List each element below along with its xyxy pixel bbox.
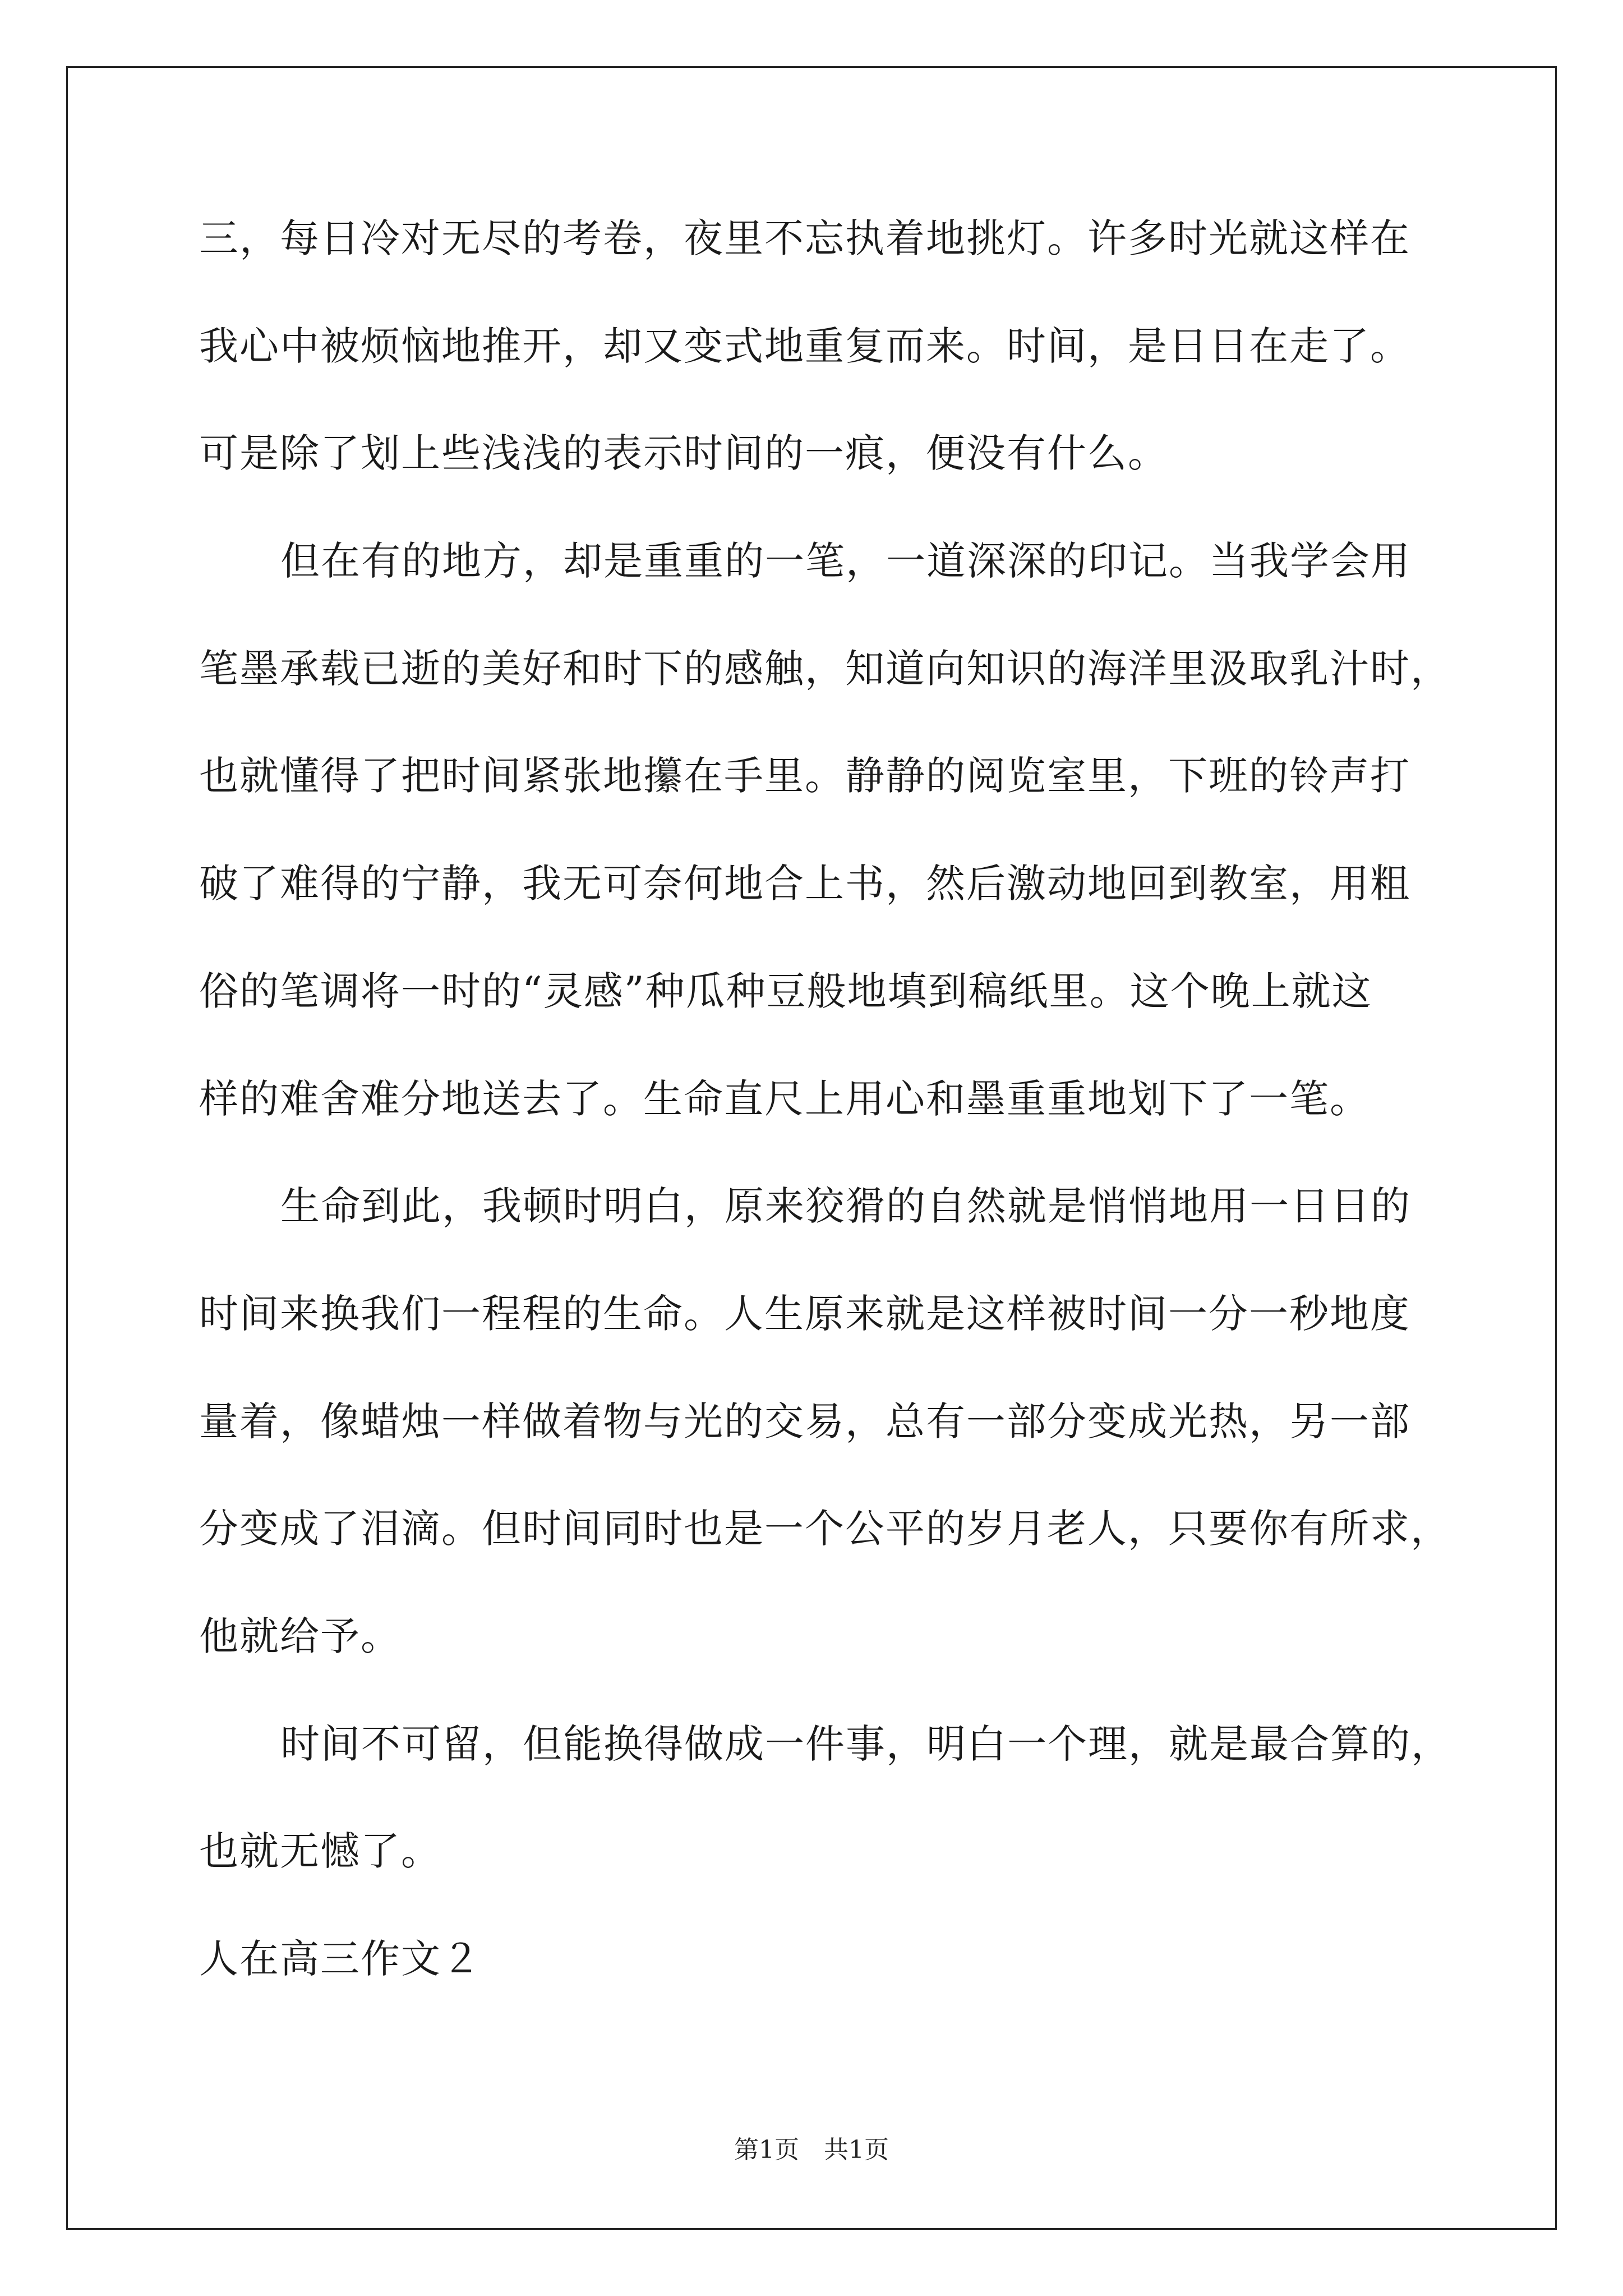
text-line: 量着，像蜡烛一样做着物与光的交易，总有一部分变成光热，另一部 (199, 1398, 1410, 1444)
paragraph-start-line: 生命到此，我顿时明白，原来狡猾的自然就是悄悄地用一日日的 (280, 1183, 1411, 1230)
text-line: 分变成了泪滴。但时间同时也是一个公平的岁月老人，只要你有所求， (199, 1506, 1451, 1552)
text-line: 三，每日冷对无尽的考卷，夜里不忘执着地挑灯。许多时光就这样在 (199, 215, 1410, 261)
text-line: 他就给予。 (199, 1613, 401, 1659)
text-line: 样的难舍难分地送去了。生命直尺上用心和墨重重地划下了一笔。 (199, 1075, 1370, 1122)
text-line: 时间来换我们一程程的生命。人生原来就是这样被时间一分一秒地度 (199, 1290, 1410, 1337)
text-line: 我心中被烦恼地推开，却又变式地重复而来。时间，是日日在走了。 (199, 323, 1410, 369)
text-line: 笔墨承载已逝的美好和时下的感触，知道向知识的海洋里汲取乳汁时， (199, 645, 1451, 692)
document-body (199, 215, 1467, 2047)
page-number-footer: 第1页 共1页 (734, 2136, 889, 2164)
text-line: 可是除了划上些浅浅的表示时间的一痕，便没有什么。 (199, 430, 1168, 477)
text-line: 破了难得的宁静，我无可奈何地合上书，然后激动地回到教室，用粗 (199, 861, 1410, 907)
section-heading: 人在高三作文２ (199, 1936, 482, 1982)
text-line: 俗的笔调将一时的“灵感”种瓜种豆般地填到稿纸里。这个晚上就这 (199, 968, 1372, 1014)
text-line: 也就无憾了。 (199, 1828, 441, 1875)
paragraph-start-line: 时间不可留，但能换得做成一件事，明白一个理，就是最合算的， (280, 1720, 1451, 1767)
text-line: 也就懂得了把时间紧张地攥在手里。静静的阅览室里，下班的铃声打 (199, 753, 1410, 799)
paragraph-start-line: 但在有的地方，却是重重的一笔，一道深深的印记。当我学会用 (280, 538, 1411, 585)
